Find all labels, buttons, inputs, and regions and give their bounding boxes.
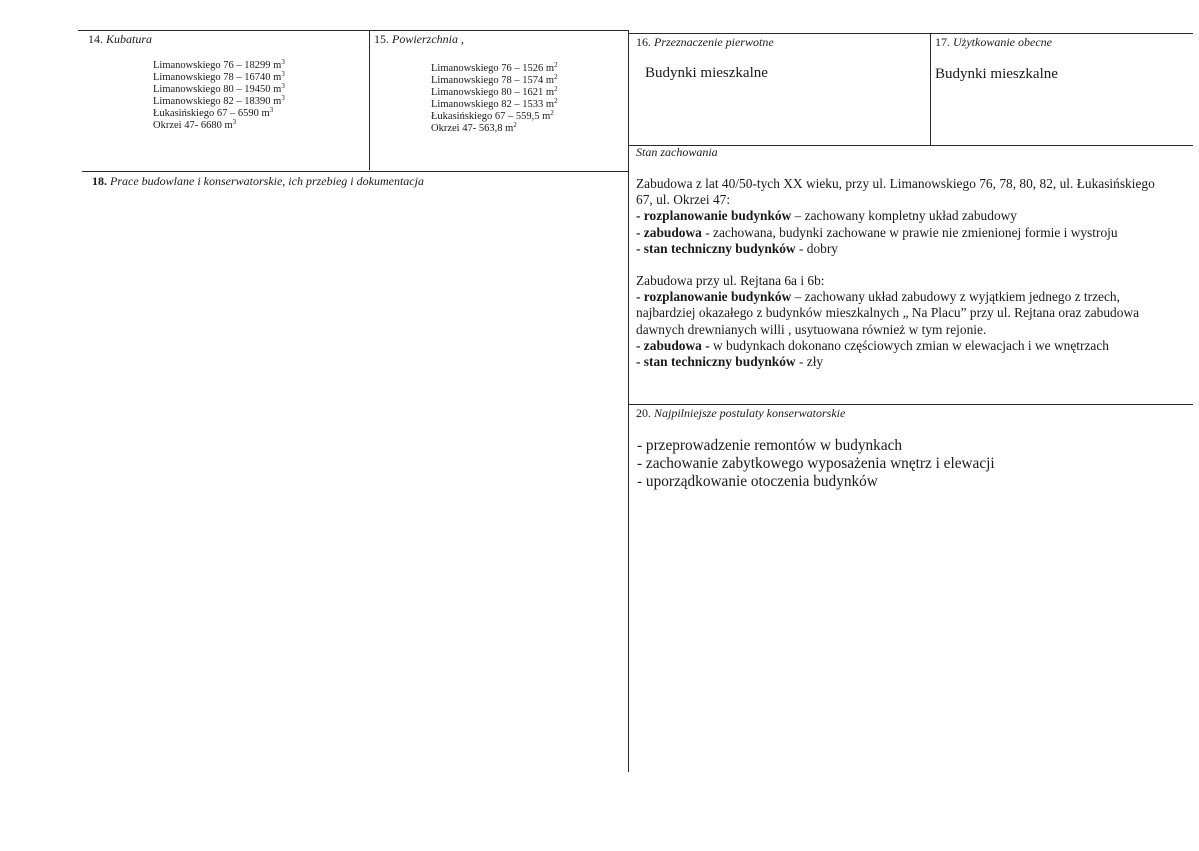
kubatura-item: Limanowskiego 82 – 18390 $m^3$ bbox=[153, 94, 285, 107]
kubatura-item: Łukasińskiego 67 – 6590 $m^3$ bbox=[153, 106, 274, 119]
kubatura-title: Kubatura bbox=[106, 32, 153, 46]
uzytkowanie-title: Użytkowanie obecne bbox=[953, 35, 1052, 49]
prace-title: Prace budowlane i konserwatorskie, ich przebieg i dokumentacja bbox=[110, 174, 424, 188]
top-rule-right bbox=[629, 33, 1193, 34]
stan-block-1 bbox=[636, 176, 1155, 257]
powierzchnia-title: Powierzchnia , bbox=[392, 32, 464, 46]
powierzchnia-heading bbox=[374, 32, 464, 47]
postulat-item: - przeprowadzenie remontów w budynkach bbox=[637, 437, 903, 454]
kubatura-item: Okrzei 47- 6680 $m^3$ bbox=[153, 118, 237, 131]
stan-line: Zabudowa przy ul. Rejtana 6a i 6b: bbox=[636, 273, 825, 288]
przeznaczenie-value: Budynki mieszkalne bbox=[645, 65, 768, 81]
kubatura-list bbox=[153, 60, 285, 132]
postulat-item: - zachowanie zabytkowego wyposażenia wnętrz i elewacji bbox=[637, 455, 995, 472]
top-rule-left bbox=[78, 30, 628, 31]
prace-heading bbox=[92, 174, 424, 189]
stan-line: Zabudowa z lat 40/50-tych XX wieku, przy ul. Limanowskiego 76, 78, 80, 82, ul. Łukasińskiego bbox=[636, 176, 1155, 191]
postulaty-number: 20. bbox=[636, 406, 651, 420]
stan-block-2 bbox=[636, 273, 1139, 370]
powierzchnia-item: Łukasińskiego 67 – 559,5 $m^2$ bbox=[431, 109, 554, 122]
postulaty-heading bbox=[636, 406, 845, 421]
stan-heading bbox=[636, 145, 718, 160]
przeznaczenie-number: 16. bbox=[636, 35, 651, 49]
stan-line: - rozplanowanie budynków – zachowany układ zabudowy z wyjątkiem jednego z trzech, bbox=[636, 289, 1120, 305]
powierzchnia-item: Okrzei 47- 563,8 $m^2$ bbox=[431, 121, 517, 134]
stan-line: - rozplanowanie budynków – zachowany kompletny układ zabudowy bbox=[636, 208, 1017, 224]
przeznaczenie-heading bbox=[636, 35, 774, 50]
rule-left-18 bbox=[82, 171, 628, 172]
powierzchnia-item: Limanowskiego 76 – 1526 $m^2$ bbox=[431, 61, 558, 74]
kubatura-item: Limanowskiego 76 – 18299 $m^3$ bbox=[153, 58, 285, 71]
stan-line: - stan techniczny budynków - zły bbox=[636, 354, 824, 370]
kubatura-item: Limanowskiego 78 – 16740 $m^3$ bbox=[153, 70, 285, 83]
divider-kubatura-powierzchnia bbox=[369, 30, 370, 170]
stan-title: Stan zachowania bbox=[636, 145, 718, 159]
powierzchnia-item: Limanowskiego 78 – 1574 $m^2$ bbox=[431, 73, 558, 86]
kubatura-item: Limanowskiego 80 – 19450 $m^3$ bbox=[153, 82, 285, 95]
kubatura-number: 14. bbox=[88, 32, 103, 46]
przeznaczenie-title: Przeznaczenie pierwotne bbox=[654, 35, 774, 49]
powierzchnia-list bbox=[431, 63, 558, 135]
postulaty-list bbox=[637, 437, 995, 491]
stan-line: najbardziej okazałego z budynków mieszkalnych „ Na Placu” przy ul. Rejtana oraz zabudowa bbox=[636, 305, 1140, 321]
kubatura-heading bbox=[88, 32, 152, 47]
stan-line: - zabudowa - zachowana, budynki zachowane w prawie nie zmienionej formie i wystroju bbox=[636, 224, 1118, 240]
stan-line: dawnych drewnianych willi , usytuowana również w tym rejonie. bbox=[636, 321, 987, 337]
stan-line: 67, ul. Okrzei 47: bbox=[636, 192, 731, 208]
powierzchnia-number: 15. bbox=[374, 32, 389, 46]
uzytkowanie-number: 17. bbox=[935, 35, 950, 49]
powierzchnia-item: Limanowskiego 80 – 1621 $m^2$ bbox=[431, 85, 558, 98]
rule-right-20 bbox=[629, 404, 1193, 405]
postulaty-title: Najpilniejsze postulaty konserwatorskie bbox=[654, 406, 846, 420]
uzytkowanie-heading bbox=[935, 35, 1052, 50]
prace-number: 18. bbox=[92, 174, 107, 188]
powierzchnia-item: Limanowskiego 82 – 1533 $m^2$ bbox=[431, 97, 558, 110]
stan-line: - zabudowa - w budynkach dokonano częściowych zmian w elewacjach i we wnętrzach bbox=[636, 337, 1109, 353]
uzytkowanie-value: Budynki mieszkalne bbox=[935, 66, 1058, 82]
divider-16-17 bbox=[930, 33, 931, 145]
stan-line: - stan techniczny budynków - dobry bbox=[636, 240, 839, 256]
postulat-item: - uporządkowanie otoczenia budynków bbox=[637, 473, 878, 490]
center-divider bbox=[628, 30, 629, 772]
